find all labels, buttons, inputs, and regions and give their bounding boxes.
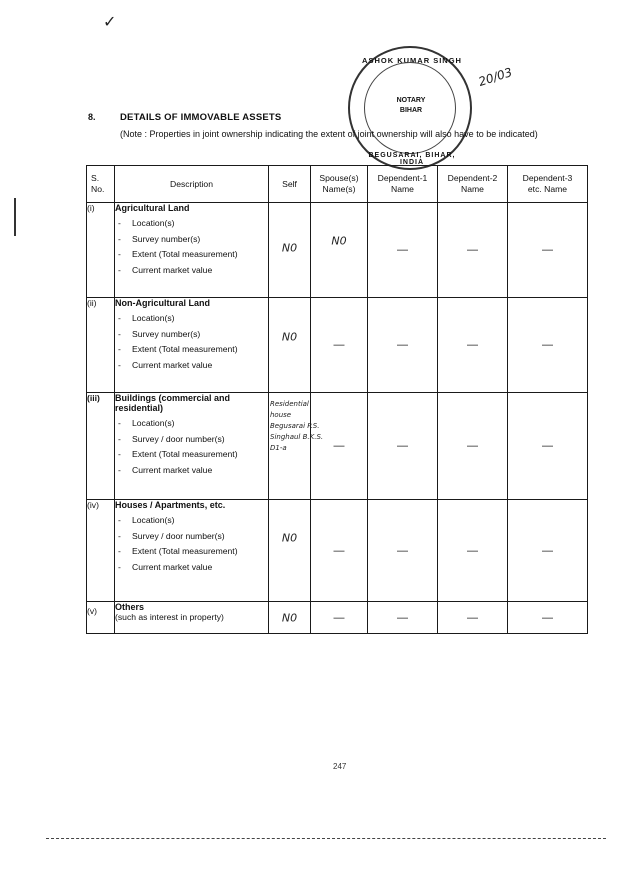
dependent-3-value: —	[542, 544, 553, 557]
table-row	[87, 602, 588, 634]
margin-mark	[14, 198, 16, 236]
cell-dependent-1	[368, 500, 438, 602]
cell-dependent-1	[368, 602, 438, 634]
row-description	[115, 602, 269, 634]
row-description	[115, 298, 269, 393]
header-dependent-1: Dependent-1 Name	[368, 166, 438, 203]
cell-self	[269, 203, 311, 298]
notary-stamp	[348, 46, 472, 170]
list-item: - Survey number(s)	[115, 234, 268, 245]
list-item: - Location(s)	[115, 313, 268, 324]
row-category: Non-Agricultural Land	[115, 298, 210, 308]
self-value: N0	[281, 531, 298, 545]
row-sno: (v)	[87, 602, 115, 634]
stamp-bottom-text: BEGUSARAI, BIHAR, INDIA	[368, 152, 456, 166]
spouse-value: N0	[331, 234, 347, 248]
cell-spouse	[311, 602, 368, 634]
dependent-1-value: —	[397, 339, 408, 351]
row-category: Agricultural Land	[115, 203, 190, 213]
immovable-assets-table	[86, 165, 588, 634]
cell-dependent-3	[508, 203, 588, 298]
checkmark-icon: ✓	[103, 14, 117, 31]
list-item: - Location(s)	[115, 218, 268, 229]
list-item: - Extent (Total measurement)	[115, 449, 268, 460]
list-item: - Location(s)	[115, 515, 268, 526]
row-sno: (iii)	[87, 393, 115, 500]
cell-self	[269, 602, 311, 634]
cell-dependent-2	[438, 298, 508, 393]
dependent-1-value: —	[397, 440, 408, 452]
list-item: - Extent (Total measurement)	[115, 344, 268, 355]
row-sno: (i)	[87, 203, 115, 298]
dependent-3-value: —	[542, 440, 553, 452]
cell-dependent-3	[508, 500, 588, 602]
section-note: (Note : Properties in joint ownership indicating the extent of joint ownership will also have to be indicated)	[120, 129, 538, 139]
row-items	[115, 218, 268, 275]
dependent-2-value: —	[467, 244, 478, 256]
dependent-1-value: —	[397, 244, 408, 256]
spouse-value: —	[333, 611, 345, 624]
cell-spouse	[311, 393, 368, 500]
dependent-3-value: —	[542, 244, 553, 256]
stamp-name: ASHOK KUMAR SINGH	[362, 56, 462, 65]
spouse-value: —	[333, 339, 345, 351]
row-items	[115, 418, 268, 475]
table-row	[87, 298, 588, 393]
row-description	[115, 393, 269, 500]
cell-dependent-1	[368, 203, 438, 298]
list-item: - Current market value	[115, 465, 268, 476]
dependent-2-value: —	[467, 440, 478, 452]
cell-self	[269, 393, 324, 500]
header-spouse: Spouse(s) Name(s)	[311, 166, 368, 203]
cell-spouse	[311, 500, 368, 602]
row-description	[115, 203, 269, 298]
cell-dependent-3	[508, 602, 588, 634]
cell-self	[269, 298, 311, 393]
table-row	[87, 203, 588, 298]
list-item: - Current market value	[115, 562, 268, 573]
dependent-3-value: —	[542, 611, 553, 624]
header-dependent-2: Dependent-2 Name	[438, 166, 508, 203]
list-item: - Survey / door number(s)	[115, 434, 268, 445]
list-item: - Current market value	[115, 265, 268, 276]
row-sno: (ii)	[87, 298, 115, 393]
spouse-value: —	[333, 440, 345, 452]
cell-dependent-2	[438, 393, 508, 500]
row-category: Houses / Apartments, etc.	[115, 500, 226, 510]
header-description: Description	[115, 166, 269, 203]
row-subtitle: (such as interest in property)	[115, 612, 224, 622]
dependent-1-value: —	[397, 544, 408, 557]
section-number: 8.	[88, 112, 96, 122]
cell-dependent-3	[508, 298, 588, 393]
list-item: - Survey / door number(s)	[115, 531, 268, 542]
self-value: N0	[281, 330, 298, 344]
page-number: 247	[333, 762, 347, 771]
list-item: - Location(s)	[115, 418, 268, 429]
header-sno: S. No.	[87, 166, 115, 203]
header-dependent-3: Dependent-3 etc. Name	[508, 166, 588, 203]
dependent-1-value: —	[397, 611, 408, 624]
cell-dependent-1	[368, 298, 438, 393]
header-self: Self	[269, 166, 311, 203]
spouse-value: —	[333, 544, 345, 557]
list-item: - Extent (Total measurement)	[115, 546, 268, 557]
footer-dashed-line	[46, 832, 606, 839]
handwritten-date: 20/03	[476, 64, 514, 90]
list-item: - Survey number(s)	[115, 329, 268, 340]
list-item: - Extent (Total measurement)	[115, 249, 268, 260]
dependent-2-value: —	[467, 339, 478, 351]
cell-dependent-2	[438, 500, 508, 602]
list-item: - Current market value	[115, 360, 268, 371]
cell-dependent-1	[368, 393, 438, 500]
cell-spouse	[311, 203, 368, 298]
row-items	[115, 313, 268, 370]
table-row	[87, 500, 588, 602]
row-category: Buildings (commercial and residential)	[115, 393, 231, 413]
row-category: Others	[115, 602, 145, 612]
self-value: N0	[281, 611, 298, 624]
dependent-3-value: —	[542, 339, 553, 351]
cell-dependent-2	[438, 602, 508, 634]
row-items	[115, 515, 268, 572]
cell-spouse	[311, 298, 368, 393]
cell-dependent-2	[438, 203, 508, 298]
self-value: Residential house Begusarai P.S. Singhaul B.K.S. D1-a	[270, 400, 324, 452]
section-title: DETAILS OF IMMOVABLE ASSETS	[120, 112, 282, 123]
cell-dependent-3	[508, 393, 588, 500]
table-row	[87, 393, 588, 500]
header-row	[87, 166, 588, 203]
dependent-2-value: —	[467, 544, 478, 557]
self-value: N0	[281, 241, 298, 255]
dependent-2-value: —	[467, 611, 478, 624]
cell-self	[269, 500, 311, 602]
row-sno: (iv)	[87, 500, 115, 602]
stamp-middle-text: NOTARY BIHAR	[396, 97, 426, 114]
row-description	[115, 500, 269, 602]
